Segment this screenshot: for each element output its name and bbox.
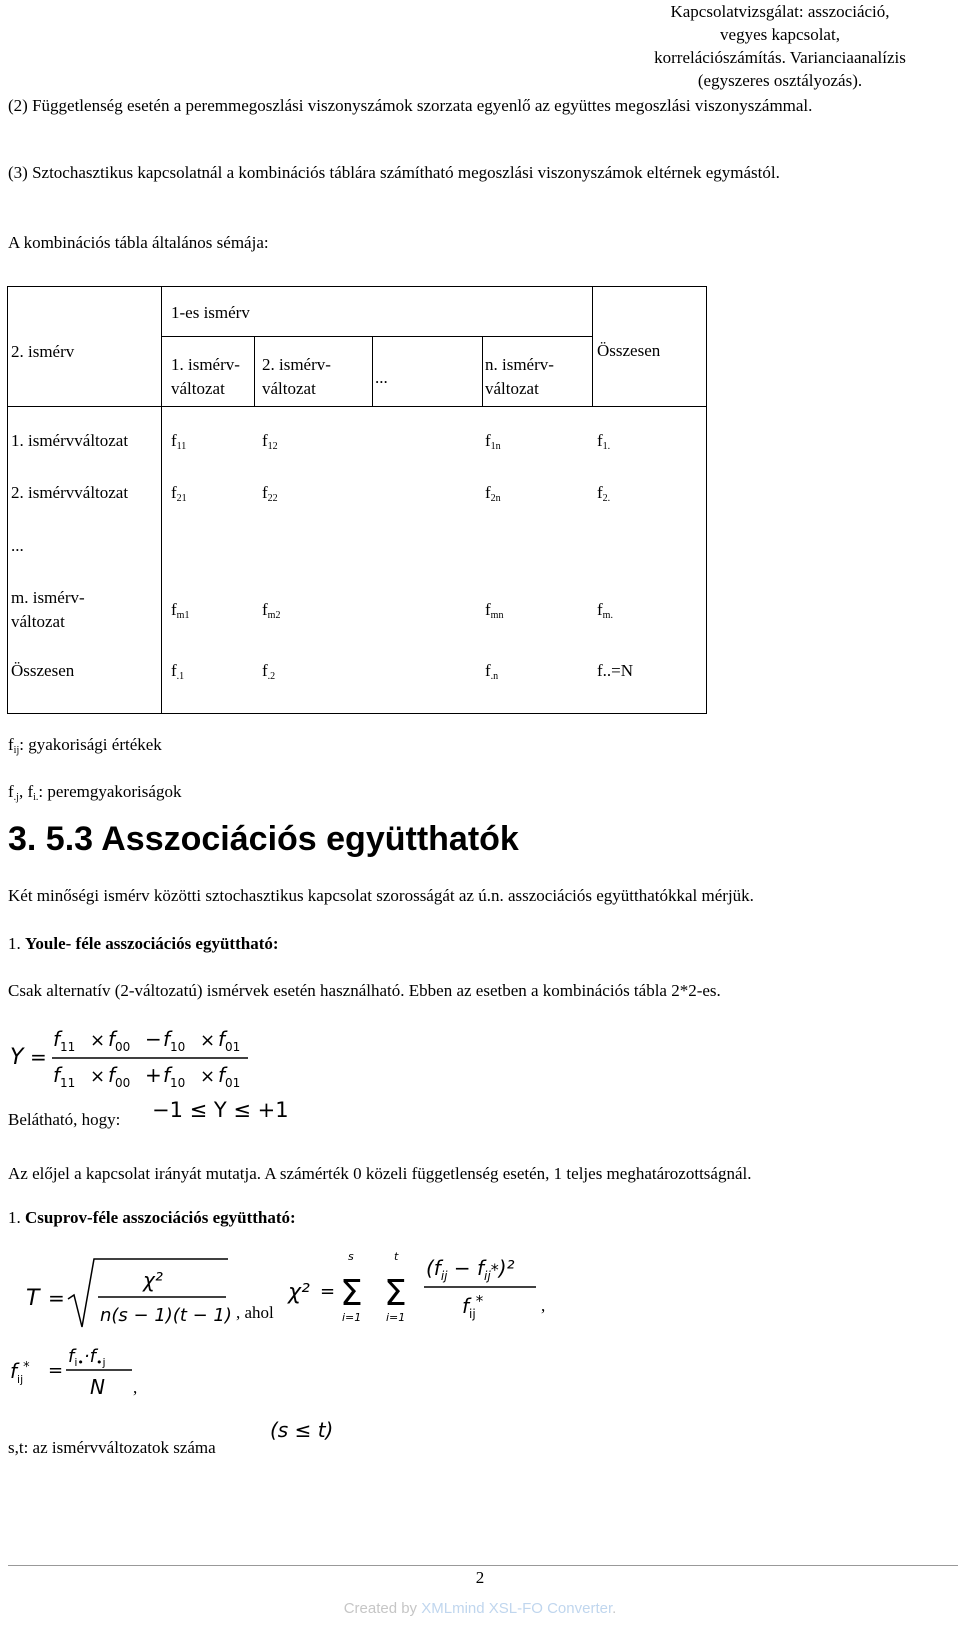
svg-text:f01: $f_{01}$ <box>218 1027 241 1054</box>
ahol-text: , ahol <box>236 1303 274 1322</box>
header-line: Kapcsolatvizsgálat: asszociáció, <box>670 2 890 21</box>
contingency-table <box>7 286 707 714</box>
row-label: 2. ismérvváltozat <box>11 483 129 502</box>
sign-desc: Az előjel a kapcsolat irányát mutatja. A számérték 0 közeli függetlenség esetén, 1 teljes meghatározottságnál. <box>8 1164 752 1183</box>
cell: $f_{2n}$ <box>485 483 501 504</box>
schema-title: A kombinációs tábla általános sémája: <box>8 233 269 252</box>
svg-text:=: = <box>48 1286 65 1310</box>
row-label-ellipsis: ... <box>11 536 24 555</box>
credit-link[interactable]: XMLmind XSL-FO Converter <box>421 1600 613 1617</box>
svg-text:=: = <box>48 1360 64 1381</box>
svg-text:×: × <box>200 1066 216 1087</box>
comma: , <box>541 1296 546 1315</box>
inequality-formula: −1 ≤ Y ≤ +1 <box>152 1098 289 1122</box>
svg-text:N: N <box>90 1375 105 1399</box>
cell-total: $f_{2.}$ <box>597 483 611 504</box>
footer-divider <box>8 1565 958 1566</box>
csuprov-heading: 1. Csuprov-féle asszociációs együttható: <box>8 1208 296 1227</box>
svg-text:s: s <box>348 1250 354 1263</box>
cell: $f_{12}$ <box>262 431 278 452</box>
cell: $f_{1n}$ <box>485 431 501 452</box>
svg-text:i=1: i=1 <box>386 1311 406 1324</box>
col-header-ellipsis: ... <box>375 368 388 387</box>
svg-text:χ²: χ² <box>143 1268 163 1292</box>
row-label-total: Összesen <box>11 661 75 680</box>
comma: , <box>133 1378 138 1397</box>
expected-frequency-formula <box>8 1340 138 1400</box>
cell: $f_{m2}$ <box>262 600 281 621</box>
svg-text:=: = <box>320 1281 336 1302</box>
col-header-1: 1. ismérv-változat <box>171 355 240 398</box>
youle-heading: 1. Youle- féle asszociációs együttható: <box>8 934 279 953</box>
col-header-total: Összesen <box>597 341 661 360</box>
cell: $f_{21}$ <box>171 483 187 504</box>
paragraph-independence: (2) Függetlenség esetén a peremmegoszlási viszonyszámok szorzata egyenlő az együttes megoszlási viszonyszámmal. <box>8 96 813 115</box>
section-title: 3. 5.3 Asszociációs együtthatók <box>8 820 519 858</box>
st-condition: (s ≤ t) <box>270 1418 334 1442</box>
svg-text:=: = <box>30 1045 47 1069</box>
svg-text:T: T <box>26 1286 40 1311</box>
svg-text:f11: $f_{11}$ <box>53 1027 76 1054</box>
svg-text:×: × <box>90 1030 106 1051</box>
row-group-header: 2. ismérv <box>11 342 75 361</box>
legend-marginal: $f_{.j}$, $f_{i.}$: peremgyakoriságok <box>8 782 182 803</box>
svg-text:fi•·f•j: $f_{i•}\cdot f_{•j}$ <box>68 1346 106 1369</box>
svg-text:f01: $f_{01}$ <box>218 1063 241 1090</box>
cell: $f_{11}$ <box>171 431 187 452</box>
svg-text:+: + <box>145 1063 162 1087</box>
col-header-n: n. ismérv-változat <box>485 355 554 398</box>
credit-line: Created by XMLmind XSL-FO Converter. <box>343 1600 617 1617</box>
svg-text:Σ: Σ <box>340 1273 363 1314</box>
svg-text:t: t <box>394 1250 399 1263</box>
svg-text:×: × <box>200 1030 216 1051</box>
section-intro: Két minőségi ismérv közötti sztochasztikus kapcsolat szorosságát az ú.n. asszociációs együtthatókkal mérjük. <box>8 886 754 905</box>
svg-text:n(s − 1)(t − 1): n(s − 1)(t − 1) <box>100 1305 232 1326</box>
cell: $f_{.1}$ <box>171 661 185 682</box>
svg-text:f10: $f_{10}$ <box>163 1027 186 1054</box>
svg-text:×: × <box>90 1066 106 1087</box>
svg-text:f00: $f_{00}$ <box>108 1027 131 1054</box>
cell: $f_{mn}$ <box>485 600 504 621</box>
header-line: korrelációszámítás. Varianciaanalízis <box>654 48 906 67</box>
cell: $f_{.n}$ <box>485 661 499 682</box>
youle-desc: Csak alternatív (2-változatú) ismérvek esetén használható. Ebben az esetben a kombinációs tábla 2*2-es. <box>8 981 721 1000</box>
cell: $f_{.2}$ <box>262 661 276 682</box>
svg-text:f10: $f_{10}$ <box>163 1063 186 1090</box>
svg-text:Y: Y <box>10 1045 24 1070</box>
svg-text:i=1: i=1 <box>342 1311 362 1324</box>
svg-text:fij*: $f_{ij}^*$ <box>10 1359 30 1386</box>
legend-fij: $f_{ij}$: gyakorisági értékek <box>8 735 162 756</box>
belathato-label: Belátható, hogy: <box>8 1110 121 1129</box>
col-group-header: 1-es ismérv <box>171 303 250 322</box>
youle-formula <box>8 1022 258 1092</box>
svg-text:(fij − fij*)²: $(f_{ij} - f_{ij}^*)^2$ <box>426 1256 515 1283</box>
svg-text:f11: $f_{11}$ <box>53 1063 76 1090</box>
cell-grand-total: f..=N <box>597 661 634 680</box>
cell: $f_{m1}$ <box>171 600 190 621</box>
paragraph-stochastic: (3) Sztochasztikus kapcsolatnál a kombinációs táblára számítható megoszlási viszonyszámok eltérnek egymástól. <box>8 163 780 182</box>
svg-text:χ²: χ² <box>288 1280 310 1305</box>
svg-text:−: − <box>145 1027 162 1051</box>
svg-text:fij*: $f_{ij}^*$ <box>462 1292 484 1321</box>
cell-total: $f_{1.}$ <box>597 431 611 452</box>
svg-text:Σ: Σ <box>384 1273 407 1314</box>
page-number: 2 <box>475 1568 485 1587</box>
svg-text:f00: $f_{00}$ <box>108 1063 131 1090</box>
col-header-2: 2. ismérv-változat <box>262 355 331 398</box>
header-line: vegyes kapcsolat, <box>720 25 840 44</box>
st-definition: s,t: az ismérvváltozatok száma <box>8 1438 216 1457</box>
running-header <box>600 0 960 92</box>
header-line: (egyszeres osztályozás). <box>697 71 863 90</box>
chi-square-formula <box>286 1245 546 1335</box>
row-label: 1. ismérvváltozat <box>11 431 129 450</box>
row-label: m. ismérv-változat <box>11 588 85 631</box>
cell-total: $f_{m.}$ <box>597 600 613 621</box>
cell: $f_{22}$ <box>262 483 278 504</box>
csuprov-formula <box>18 1255 238 1333</box>
